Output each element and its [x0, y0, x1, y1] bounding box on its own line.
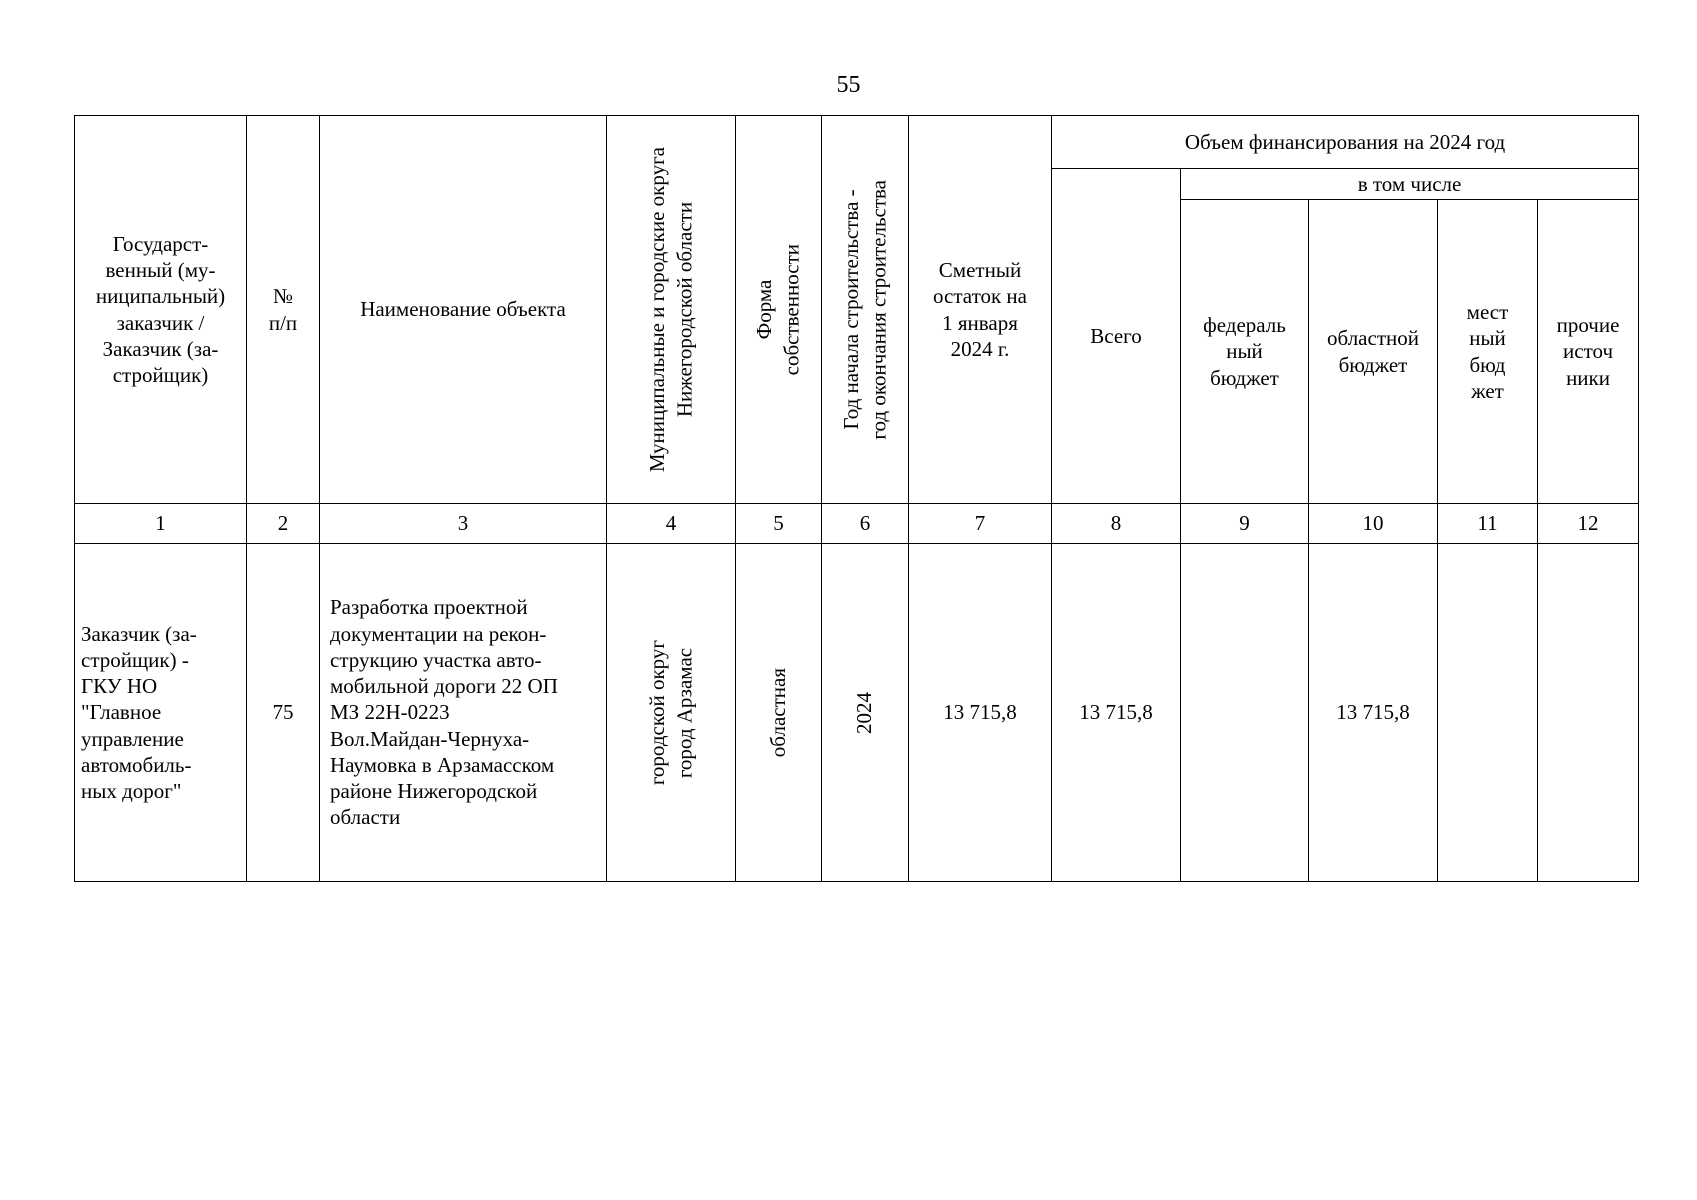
- page-number: 55: [836, 72, 861, 98]
- row-number: 75: [247, 544, 320, 882]
- row-ownership-text: областная: [765, 667, 790, 758]
- row-years-text: 2024: [852, 691, 877, 734]
- column-number: 11: [1438, 504, 1538, 544]
- financing-table: [74, 115, 1639, 882]
- row-total: 13 715,8: [1052, 544, 1181, 882]
- column-number: 10: [1309, 504, 1438, 544]
- header-years: [822, 116, 909, 504]
- row-regional: 13 715,8: [1309, 544, 1438, 882]
- row-federal: [1181, 544, 1309, 882]
- row-customer: Заказчик (за- стройщик) - ГКУ НО "Главное управление автомобиль- ных дорог": [75, 544, 247, 882]
- row-municipality-text: городской округ город Арзамас: [644, 639, 696, 786]
- column-number-row: [75, 504, 1639, 544]
- header-including: в том числе: [1181, 169, 1639, 200]
- column-number: 3: [320, 504, 607, 544]
- header-local: мест ный бюд жет: [1438, 200, 1538, 504]
- header-ownership: [736, 116, 822, 504]
- row-years: [822, 544, 909, 882]
- row-other: [1538, 544, 1639, 882]
- column-number: 1: [75, 504, 247, 544]
- row-local: [1438, 544, 1538, 882]
- row-municipality: [607, 544, 736, 882]
- header-customer: Государст- венный (му- ниципальный) заказчик / Заказчик (за- стройщик): [75, 116, 247, 504]
- header-years-text: Год начала строительства - год окончания строительства: [838, 179, 890, 440]
- header-regional: областной бюджет: [1309, 200, 1438, 504]
- column-number: 7: [909, 504, 1052, 544]
- header-municipality: [607, 116, 736, 504]
- row-estimate: 13 715,8: [909, 544, 1052, 882]
- header-number: № п/п: [247, 116, 320, 504]
- header-ownership-text: Форма собственности: [752, 243, 804, 376]
- column-number: 8: [1052, 504, 1181, 544]
- header-row: [75, 116, 1639, 169]
- header-federal: федераль ный бюджет: [1181, 200, 1309, 504]
- column-number: 9: [1181, 504, 1309, 544]
- column-number: 4: [607, 504, 736, 544]
- header-object-name: Наименование объекта: [320, 116, 607, 504]
- header-total: Всего: [1052, 169, 1181, 504]
- header-estimate: Сметный остаток на 1 января 2024 г.: [909, 116, 1052, 504]
- header-municipality-text: Муниципальные и городские округа Нижегородской области: [644, 146, 696, 473]
- column-number: 12: [1538, 504, 1639, 544]
- header-financing: Объем финансирования на 2024 год: [1052, 116, 1639, 169]
- table-row: [75, 544, 1639, 882]
- column-number: 5: [736, 504, 822, 544]
- column-number: 6: [822, 504, 909, 544]
- header-other: прочие источ ники: [1538, 200, 1639, 504]
- column-number: 2: [247, 504, 320, 544]
- row-ownership: [736, 544, 822, 882]
- row-object-name: Разработка проектной документации на рекон- струкцию участка авто- мобильной дороги 22 ОП МЗ 22Н-0223 Вол.Майдан-Чернуха- Наумовка в Арзамасском районе Нижегородской области: [320, 544, 607, 882]
